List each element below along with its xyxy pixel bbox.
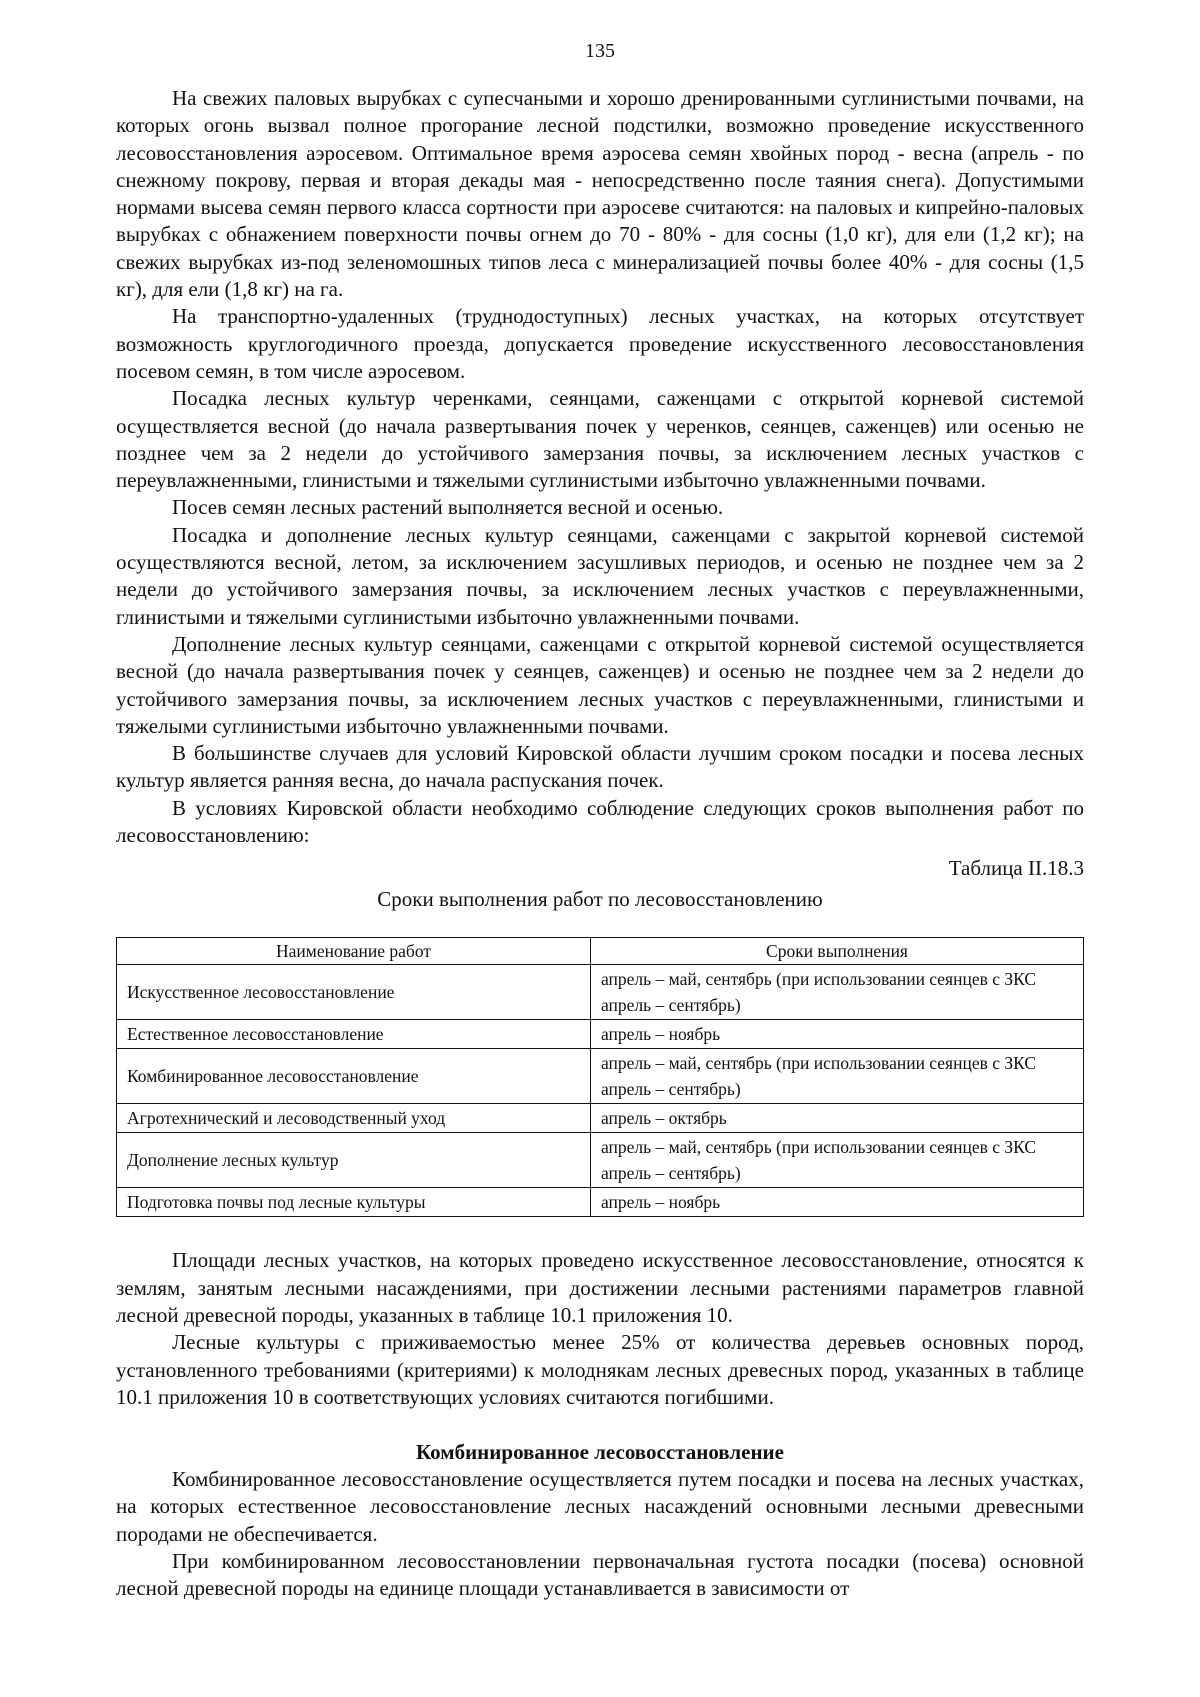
work-name-cell: Дополнение лесных культур <box>117 1133 591 1188</box>
table-header-cell: Сроки выполнения <box>591 938 1084 965</box>
paragraph: На транспортно-удаленных (труднодоступных) лесных участках, на которых отсутствует возможность круглогодичного проезда, допускается проведение искусственного лесовосстановления посевом семян, в том числе аэросевом. <box>116 304 1084 383</box>
paragraph: При комбинированном лесовосстановлении первоначальная густота посадки (посева) основной лесной древесной породы на единице площади устанавливается в зависимости от <box>116 1548 1084 1601</box>
page-number: 135 <box>585 40 615 62</box>
document-body <box>116 85 1084 1603</box>
paragraph: Посадка и дополнение лесных культур сеянцами, саженцами с закрытой корневой системой осуществляются весной, летом, за исключением засушливых периодов, и осенью не позднее чем за 2 недели до устойчивого замерзания почвы, за исключением лесных участков с переувлажненными, глинистыми и тяжелыми суглинистыми избыточно увлажненными почвами. <box>116 522 1084 629</box>
table-header-row <box>117 938 1084 965</box>
work-name-cell: Естественное лесовосстановление <box>117 1020 591 1049</box>
paragraph: Площади лесных участков, на которых проведено искусственное лесовосстановление, относятся к землям, занятым лесными насаждениями, при достижении лесными растениями параметров главной лесной древесной породы, указанных в таблице 10.1 приложения 10. <box>116 1248 1084 1327</box>
paragraph: Посев семян лесных растений выполняется весной и осенью. <box>172 495 724 520</box>
work-name-cell: Комбинированное лесовосстановление <box>117 1049 591 1104</box>
table-header-cell: Наименование работ <box>117 938 591 965</box>
work-period-cell: апрель – ноябрь <box>591 1020 1084 1049</box>
paragraph: Дополнение лесных культур сеянцами, саженцами с открытой корневой системой осуществляется весной (до начала развертывания почек у сеянцев, саженцев) и осенью не позднее чем за 2 недели до устойчивого замерзания почвы, за исключением лесных участков с переувлажненными, глинистыми и тяжелыми суглинистыми избыточно увлажненными почвами. <box>116 631 1084 738</box>
table-row <box>117 1104 1084 1133</box>
paragraph: В большинстве случаев для условий Кировской области лучшим сроком посадки и посева лесных культур является ранняя весна, до начала распускания почек. <box>116 741 1084 793</box>
work-period-cell: апрель – май, сентябрь (при использовании сеянцев с ЗКС апрель – сентябрь) <box>591 1049 1084 1104</box>
paragraph: Комбинированное лесовосстановление осуществляется путем посадки и посева на лесных участках, на которых естественное лесовосстановление лесных насаждений основными лесными древесными породами не обеспечивается. <box>116 1467 1084 1546</box>
work-name-cell: Подготовка почвы под лесные культуры <box>117 1188 591 1217</box>
table-row <box>117 1049 1084 1104</box>
paragraph: В условиях Кировской области необходимо соблюдение следующих сроков выполнения работ по лесовосстановлению: <box>116 795 1084 848</box>
table-row <box>117 1020 1084 1049</box>
work-period-cell: апрель – май, сентябрь (при использовании сеянцев с ЗКС апрель – сентябрь) <box>591 965 1084 1020</box>
table-row <box>117 965 1084 1020</box>
schedule-table <box>116 937 1084 1217</box>
table-title: Сроки выполнения работ по лесовосстановлению <box>377 887 823 912</box>
table-number: Таблица II.18.3 <box>948 856 1084 881</box>
table-row <box>117 1188 1084 1217</box>
section-heading: Комбинированное лесовосстановление <box>416 1440 784 1465</box>
post-table-text <box>116 1247 1084 1411</box>
work-period-cell: апрель – ноябрь <box>591 1188 1084 1217</box>
paragraph: На свежих паловых вырубках с супесчаными и хорошо дренированными суглинистыми почвами, на которых огонь вызвал полное прогорание лесной подстилки, возможно проведение искусственного лесовосстановления аэросевом. Оптимальное время аэросева семян хвойных пород - весна (апрель - по снежному покрову, первая и вторая декады мая - непосредственно после таяния снега). Допустимыми нормами высева семян первого класса сортности при аэросеве считаются: на паловых и кипрейно-паловых вырубках с обнажением поверхности почвы огнем до 70 - 80% - для сосны (1,0 кг), для ели (1,2 кг); на свежих вырубках из-под зеленомошных типов леса с минерализацией почвы более 40% - для сосны (1,5 кг), для ели (1,8 кг) на га. <box>116 86 1084 302</box>
paragraph: Посадка лесных культур черенками, сеянцами, саженцами с открытой корневой системой осуществляется весной (до начала развертывания почек у черенков, сеянцев, саженцев) или осенью не позднее чем за 2 недели до устойчивого замерзания почвы, за исключением лесных участков с переувлажненными, глинистыми и тяжелыми суглинистыми избыточно увлажненными почвами. <box>116 386 1084 493</box>
paragraph: Лесные культуры с приживаемостью менее 25% от количества деревьев основных пород, установленного требованиями (критериями) к молоднякам лесных древесных пород, указанных в таблице 10.1 приложения 10 в соответствующих условиях считаются погибшими. <box>116 1330 1084 1409</box>
table-row <box>117 1133 1084 1188</box>
work-name-cell: Агротехнический и лесоводственный уход <box>117 1104 591 1133</box>
work-name-cell: Искусственное лесовосстановление <box>117 965 591 1020</box>
work-period-cell: апрель – октябрь <box>591 1104 1084 1133</box>
work-period-cell: апрель – май, сентябрь (при использовании сеянцев с ЗКС апрель – сентябрь) <box>591 1133 1084 1188</box>
